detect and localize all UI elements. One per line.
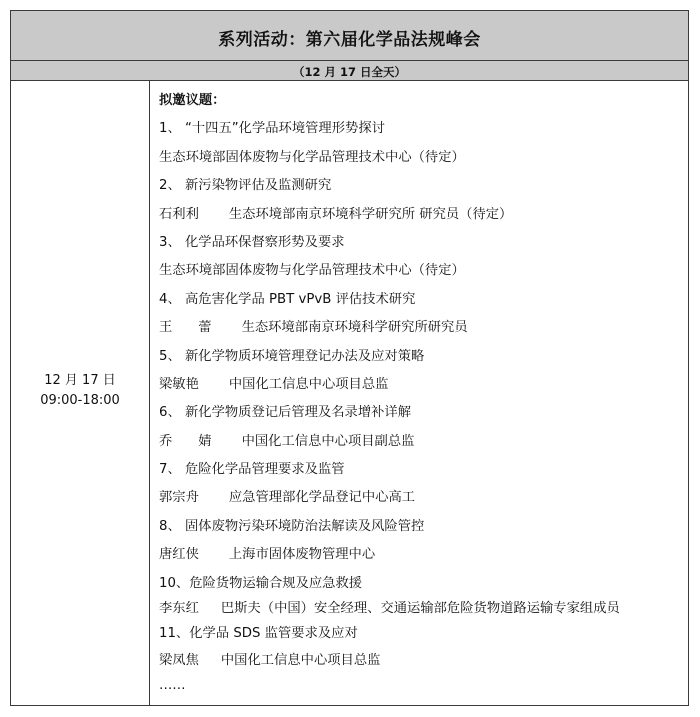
agenda-topic: 1、 “十四五”化学品环境管理形势探讨 xyxy=(159,121,385,137)
speaker-affiliation: 巴斯夫（中国）安全经理、交通运输部危险货物道路运输专家组成员 xyxy=(220,601,620,617)
schedule-time: 09:00-18:00 xyxy=(40,393,120,408)
agenda-speaker xyxy=(159,201,684,229)
speaker-name-first: 王 xyxy=(159,320,173,336)
speaker-affiliation: 生态环境部固体废物与化学品管理技术中心（待定） xyxy=(159,149,465,165)
speaker-name: 郭宗舟 xyxy=(159,490,199,506)
agenda-topic: 2、 新污染物评估及监测研究 xyxy=(159,178,332,194)
agenda-speaker xyxy=(159,428,684,456)
speaker-affiliation: 中国化工信息中心项目总监 xyxy=(228,376,389,392)
agenda-speaker xyxy=(159,371,684,399)
agenda-heading: 拟邀议题： xyxy=(159,93,226,108)
event-title: 系列活动：第六届化学品法规峰会 xyxy=(218,30,481,50)
agenda-topic: 10、危险货物运输合规及应急救援 xyxy=(159,575,363,591)
agenda-list xyxy=(159,87,684,697)
speaker-name-first: 乔 xyxy=(159,433,173,449)
agenda-topic: 3、 化学品环保督察形势及要求 xyxy=(159,234,345,250)
agenda-speaker xyxy=(159,647,684,675)
speaker-name: 梁敏艳 xyxy=(159,376,199,392)
agenda-speaker xyxy=(159,484,684,512)
speaker-name: 梁凤焦 xyxy=(159,653,199,669)
table-header xyxy=(11,11,688,81)
speaker-affiliation: 生态环境部南京环境科学研究所 研究员（待定） xyxy=(228,206,513,222)
speaker-affiliation: 中国化工信息中心项目总监 xyxy=(220,653,381,669)
header-divider xyxy=(11,60,688,61)
speaker-affiliation: 生态环境部固体废物与化学品管理技术中心（待定） xyxy=(159,263,465,279)
agenda-ellipsis: …… xyxy=(159,678,186,694)
speaker-name: 李东红 xyxy=(159,601,199,617)
speaker-affiliation: 生态环境部南京环境科学研究所研究员 xyxy=(241,320,468,336)
agenda-speaker xyxy=(159,314,684,342)
schedule-cell xyxy=(11,371,149,411)
speaker-name: 唐红侠 xyxy=(159,547,199,563)
agenda-topic: 6、 新化学物质登记后管理及名录增补详解 xyxy=(159,405,412,421)
agenda-topic: 7、 危险化学品管理要求及监管 xyxy=(159,462,345,478)
speaker-affiliation: 应急管理部化学品登记中心高工 xyxy=(228,490,416,506)
agenda-speaker xyxy=(159,598,684,620)
speaker-affiliation: 上海市固体废物管理中心 xyxy=(228,547,376,563)
agenda-topic: 11、化学品 SDS 监管要求及应对 xyxy=(159,626,358,642)
speaker-name-second: 蕾 xyxy=(198,320,212,336)
agenda-table xyxy=(10,10,689,706)
agenda-topic: 4、 高危害化学品 PBT vPvB 评估技术研究 xyxy=(159,291,416,307)
speaker-affiliation: 中国化工信息中心项目副总监 xyxy=(241,433,415,449)
speaker-name: 石利利 xyxy=(159,206,199,222)
agenda-speaker xyxy=(159,257,684,285)
agenda-speaker xyxy=(159,144,684,172)
event-date-note: （12 月 17 日全天） xyxy=(292,65,407,79)
agenda-topic: 5、 新化学物质环境管理登记办法及应对策略 xyxy=(159,348,425,364)
schedule-date: 12 月 17 日 xyxy=(44,373,116,388)
speaker-name-second: 婧 xyxy=(198,433,212,449)
column-divider xyxy=(149,81,150,705)
agenda-speaker xyxy=(159,541,684,569)
agenda-topic: 8、 固体废物污染环境防治法解读及风险管控 xyxy=(159,518,425,534)
